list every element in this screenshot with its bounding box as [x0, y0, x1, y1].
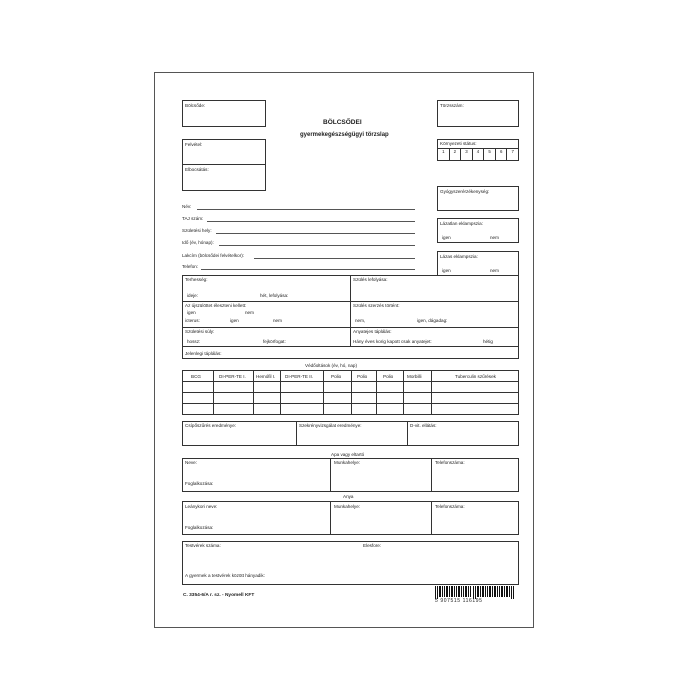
lazas-nem: nem: [490, 268, 499, 273]
icterus-label: icterus:: [185, 318, 200, 323]
vaccination-col-header: Morbilli: [407, 374, 422, 379]
ujszulott-label: Az újszülöttet éleszteni kellett:: [185, 303, 247, 308]
ujszulott-igen: igen: [187, 310, 196, 315]
father-divider: [431, 458, 432, 492]
birth-vdivider: [350, 275, 351, 346]
status-cell[interactable]: 2: [450, 148, 462, 161]
taj-label: TAJ szám:: [182, 216, 204, 221]
birth-hdivider-3: [182, 346, 519, 347]
ideje-label: ideje:: [187, 293, 198, 298]
form-sheet: [154, 72, 534, 628]
szules-kor-nem: nem,: [355, 318, 366, 323]
terhesseg-label: Terhesség:: [185, 277, 208, 282]
vaccination-col-divider: [253, 370, 254, 415]
jelenlegi-label: Jelenlegi táplálás:: [185, 351, 222, 356]
testverek-label[interactable]: Testvérek száma:: [185, 543, 221, 548]
mother-foglalkozasa[interactable]: Foglalkozása:: [185, 525, 214, 530]
lazatlan-nem: nem: [490, 235, 499, 240]
vaccination-col-divider: [376, 370, 377, 415]
ido-label: Idő (év, hónap):: [182, 240, 214, 245]
mother-munkahelye[interactable]: Munkahelye:: [334, 504, 361, 509]
lazas-box[interactable]: [437, 251, 519, 276]
vaccinations-title: Védőoltások (év, hó, nap): [305, 363, 358, 368]
bolcsode-box[interactable]: [182, 100, 266, 127]
vaccination-col-divider: [431, 370, 432, 415]
gyogyszer-box[interactable]: [437, 186, 519, 211]
vaccination-col-header: Tuberculin szűrések: [455, 374, 496, 379]
vaccination-col-header: Polio: [331, 374, 342, 379]
felvetel-label: Felvétel:: [185, 142, 203, 147]
birth-hdivider-2: [182, 327, 519, 328]
ido-line[interactable]: [219, 245, 415, 246]
telefon-line[interactable]: [201, 269, 415, 270]
vaccination-col-header: DI-PER-TE II.: [285, 374, 314, 379]
vaccination-col-divider: [213, 370, 214, 415]
lakcim-label: Lakcím (bölcsődei felvételkor):: [182, 253, 245, 258]
father-divider: [330, 458, 331, 492]
screening-divider: [296, 421, 297, 446]
kornyezeti-label: Környezeti státus:: [440, 141, 477, 146]
father-munkahelye[interactable]: Munkahelye:: [334, 460, 361, 465]
status-cell[interactable]: 1: [438, 148, 450, 161]
mother-divider: [431, 501, 432, 535]
vaccination-col-divider: [280, 370, 281, 415]
szules-lefolyasa-label: Szülés lefolyása:: [353, 277, 388, 282]
szuletesi-hely-label: Születési hely:: [182, 228, 212, 233]
hossz-label: hossz:: [187, 339, 201, 344]
bolcsode-label: Bölcsőde:: [185, 103, 206, 108]
father-neve[interactable]: Neve:: [185, 460, 198, 465]
csipo-label[interactable]: Csípőszűrés eredménye:: [185, 423, 237, 428]
vaccination-col-divider: [403, 370, 404, 415]
het-label: hét, lefolyása:: [260, 293, 289, 298]
ujszulott-nem: nem: [245, 310, 254, 315]
szules-kor-label: Szülés szerzés történt:: [353, 303, 400, 308]
felvetel-box[interactable]: [182, 139, 266, 191]
lazatlan-box[interactable]: [437, 218, 519, 243]
vaccination-col-header: BCG: [191, 374, 201, 379]
footer-code: C. 3354-6/A r. sz. - Nyomell KFT: [183, 593, 255, 598]
hetig-label: hétig: [483, 339, 493, 344]
mother-divider: [330, 501, 331, 535]
barcode-number: 5 907515 116195: [435, 598, 483, 604]
nev-line[interactable]: [197, 209, 415, 210]
vaccination-col-divider: [323, 370, 324, 415]
icterus-igen: igen: [230, 318, 239, 323]
siblings-section: [182, 541, 519, 585]
father-foglalkozasa[interactable]: Foglalkozása:: [185, 481, 214, 486]
torzsszam-box[interactable]: [437, 100, 519, 127]
lakcim-line[interactable]: [254, 258, 415, 259]
status-cell[interactable]: 6: [496, 148, 508, 161]
lazas-igen: igen: [442, 268, 451, 273]
status-cell[interactable]: 5: [484, 148, 496, 161]
szuletesi-suly-label: Születési súly:: [185, 329, 215, 334]
status-cell[interactable]: 4: [473, 148, 485, 161]
fejkorfogat-label: fejkörfogat:: [263, 339, 286, 344]
form-subtitle: gyermekegészségügyi törzslap: [300, 132, 389, 138]
mother-title: Anya: [343, 494, 354, 499]
felvetel-divider: [182, 164, 266, 165]
torzsszam-label: Törzsszám:: [440, 103, 464, 108]
elesfor-label[interactable]: Elesfore:: [363, 543, 382, 548]
screening-divider: [407, 421, 408, 446]
icterus-nem: nem: [273, 318, 282, 323]
vaccination-col-header: Polio: [357, 374, 368, 379]
hany-eves-label: Hány éves korig kapott csak anyatejet:: [353, 339, 432, 344]
kornyezeti-box: [437, 139, 519, 161]
vaccination-col-header: DI-PER-TE I.: [219, 374, 246, 379]
anyatejes-label: Anyatejes táplálás:: [353, 329, 392, 334]
status-cells: [438, 148, 518, 161]
lazas-label: Lázas eklampszia:: [440, 254, 478, 259]
father-title: Apa vagy eltartó: [331, 452, 365, 457]
szules-kor-igen: igen, dágadag:: [417, 318, 448, 323]
status-cell[interactable]: 3: [461, 148, 473, 161]
szuletesi-hely-line[interactable]: [216, 233, 415, 234]
father-telefonszama[interactable]: Telefonszáma:: [435, 460, 465, 465]
vaccination-col-header: Polio: [383, 374, 394, 379]
nev-label: Név:: [182, 204, 192, 209]
kozott-label[interactable]: A gyermek a testvérek között hányadik:: [185, 573, 265, 578]
mother-telefonszama[interactable]: Telefonszáma:: [435, 504, 465, 509]
taj-line[interactable]: [207, 221, 415, 222]
mother-leanykori[interactable]: Leánykori neve:: [185, 504, 218, 509]
lazatlan-igen: igen: [442, 235, 451, 240]
szekreny-label[interactable]: Szekrényvizsgálat eredménye:: [299, 423, 362, 428]
birth-hdivider-1: [182, 301, 519, 302]
status-cell[interactable]: 7: [511, 149, 514, 154]
telefon-label: Telefon:: [182, 264, 199, 269]
vaccination-col-divider: [351, 370, 352, 415]
gyogyszer-label: Gyógyszerérzékenység:: [440, 189, 490, 194]
form-title: BÖLCSŐDEI: [323, 119, 362, 126]
dvit-label[interactable]: D-vit. ellátás:: [410, 423, 437, 428]
elbocsatas-label: Elbocsátás:: [185, 167, 209, 172]
lazatlan-label: Lázatlan eklampszia:: [440, 221, 483, 226]
vaccination-col-header: Hemófil I.: [256, 374, 276, 379]
